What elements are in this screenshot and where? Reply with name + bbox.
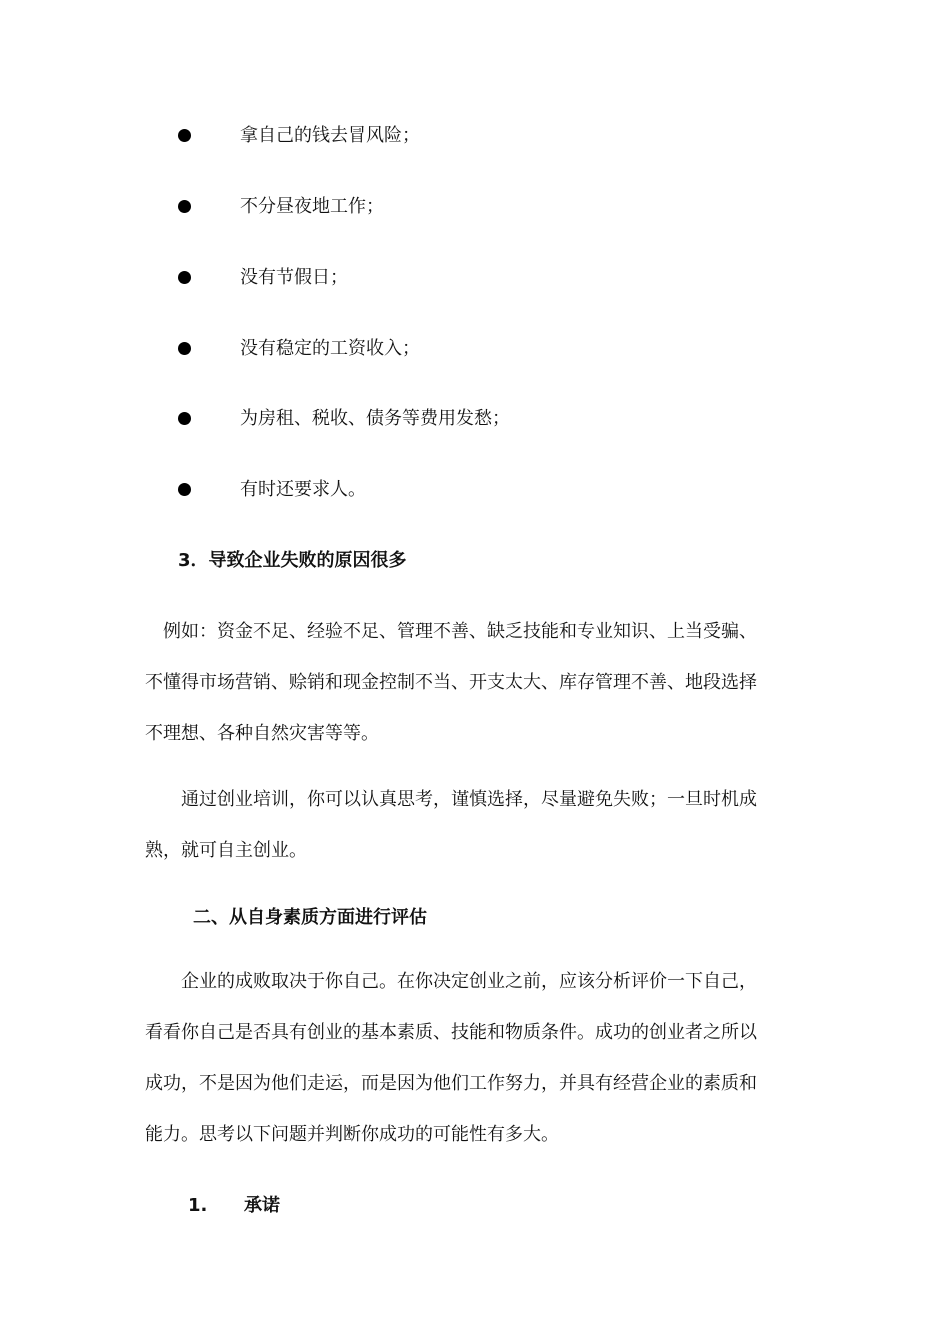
paragraph-line: 通过创业培训，你可以认真思考，谨慎选择，尽量避免失败；一旦时机成 [145, 789, 757, 810]
paragraph-line: 企业的成败取决于你自己。在你决定创业之前，应该分析评价一下自己， [145, 971, 757, 992]
bullet-item [0, 263, 950, 293]
bullet-text: 拿自己的钱去冒风险； [240, 125, 420, 146]
bullet-item [0, 475, 950, 505]
paragraph-line: 例如：资金不足、经验不足、管理不善、缺乏技能和专业知识、上当受骗、 [145, 621, 757, 642]
bullet-item [0, 192, 950, 222]
bullet-item [0, 121, 950, 151]
paragraph-failure-examples [145, 606, 807, 759]
bullet-dot-icon [178, 200, 191, 213]
paragraph-line: 熟，就可自主创业。 [145, 840, 307, 861]
paragraph-line: 看看你自己是否具有创业的基本素质、技能和物质条件。成功的创业者之所以 [145, 1022, 757, 1043]
bullet-dot-icon [178, 483, 191, 496]
bullet-dot-icon [178, 412, 191, 425]
paragraph-line: 不懂得市场营销、赊销和现金控制不当、开支太大、库存管理不善、地段选择 [145, 672, 757, 693]
bullet-text: 为房租、税收、债务等费用发愁； [240, 408, 510, 429]
bullet-dot-icon [178, 342, 191, 355]
bullet-text: 不分昼夜地工作； [240, 196, 384, 217]
paragraph-line: 不理想、各种自然灾害等等。 [145, 723, 379, 744]
bullet-dot-icon [178, 129, 191, 142]
paragraph-self-assessment [145, 956, 807, 1160]
section-heading-self-assessment: 二、从自身素质方面进行评估 [193, 907, 427, 928]
bullet-text: 没有节假日； [240, 267, 348, 288]
subheading-commitment: 承诺 [244, 1195, 280, 1216]
bullet-item [0, 334, 950, 364]
paragraph-line: 成功，不是因为他们走运，而是因为他们工作努力，并具有经营企业的素质和 [145, 1073, 757, 1094]
bullet-dot-icon [178, 271, 191, 284]
subheading-number: 1. [188, 1195, 208, 1216]
section-heading-failure-reasons: 3．导致企业失败的原因很多 [178, 550, 407, 571]
bullet-item [0, 404, 950, 434]
bullet-text: 没有稳定的工资收入； [240, 338, 420, 359]
paragraph-line: 能力。思考以下问题并判断你成功的可能性有多大。 [145, 1124, 559, 1145]
bullet-text: 有时还要求人。 [240, 479, 366, 500]
paragraph-training [145, 774, 807, 876]
